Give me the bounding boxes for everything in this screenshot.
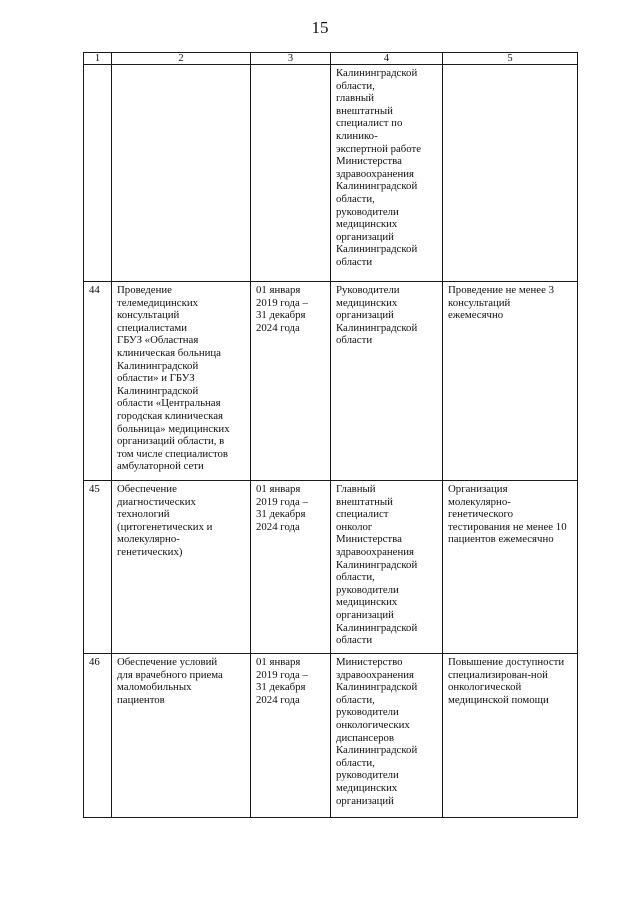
table-row <box>84 654 578 818</box>
result-cell: Организация молекулярно- генетического тестирования не менее 10 пациентов ежемесячно <box>443 481 578 654</box>
event-cell: Проведение телемедицинских консультаций специалистами ГБУЗ «Областная клиническая больница Калининградской области» и ГБУЗ Калининградской области «Центральная городская клиническая больница» медицинских организаций области, в том числе специалистов амбулаторной сети <box>112 282 251 481</box>
result-cell: Проведение не менее 3 консультаций ежемесячно <box>443 282 578 481</box>
column-header-4: 4 <box>331 53 443 65</box>
responsible-cell: Министерство здравоохранения Калининградской области, руководители онкологических диспансеров Калининградской области, руководители медицинских организаций <box>331 654 443 818</box>
column-header-2: 2 <box>112 53 251 65</box>
period-cell: 01 января 2019 года – 31 декабря 2024 года <box>251 481 331 654</box>
table-row <box>84 282 578 481</box>
row-number: 45 <box>84 481 112 654</box>
table-row <box>84 65 578 282</box>
event-cell: Обеспечение условий для врачебного приема маломобильных пациентов <box>112 654 251 818</box>
responsible-cell: Калининградской области, главный внештатный специалист по клинико- экспертной работе Министерства здравоохранения Калининградской области, руководители медицинских организаций Калининградской области <box>331 65 443 282</box>
period-cell: 01 января 2019 года – 31 декабря 2024 года <box>251 654 331 818</box>
responsible-cell: Главный внештатный специалист онколог Министерства здравоохранения Калининградской области, руководители медицинских организаций Калининградской области <box>331 481 443 654</box>
period-cell <box>251 65 331 282</box>
row-number <box>84 65 112 282</box>
column-header-5: 5 <box>443 53 578 65</box>
event-cell: Обеспечение диагностических технологий (цитогенетических и молекулярно- генетических) <box>112 481 251 654</box>
measures-table <box>83 52 578 818</box>
responsible-cell: Руководители медицинских организаций Калининградской области <box>331 282 443 481</box>
table-row <box>84 481 578 654</box>
column-number-row <box>84 53 578 65</box>
column-header-3: 3 <box>251 53 331 65</box>
event-cell <box>112 65 251 282</box>
period-cell: 01 января 2019 года – 31 декабря 2024 года <box>251 282 331 481</box>
result-cell <box>443 65 578 282</box>
column-header-1: 1 <box>84 53 112 65</box>
result-cell: Повышение доступности специализирован-ной онкологической медицинской помощи <box>443 654 578 818</box>
row-number: 46 <box>84 654 112 818</box>
page-number: 15 <box>311 18 329 37</box>
row-number: 44 <box>84 282 112 481</box>
